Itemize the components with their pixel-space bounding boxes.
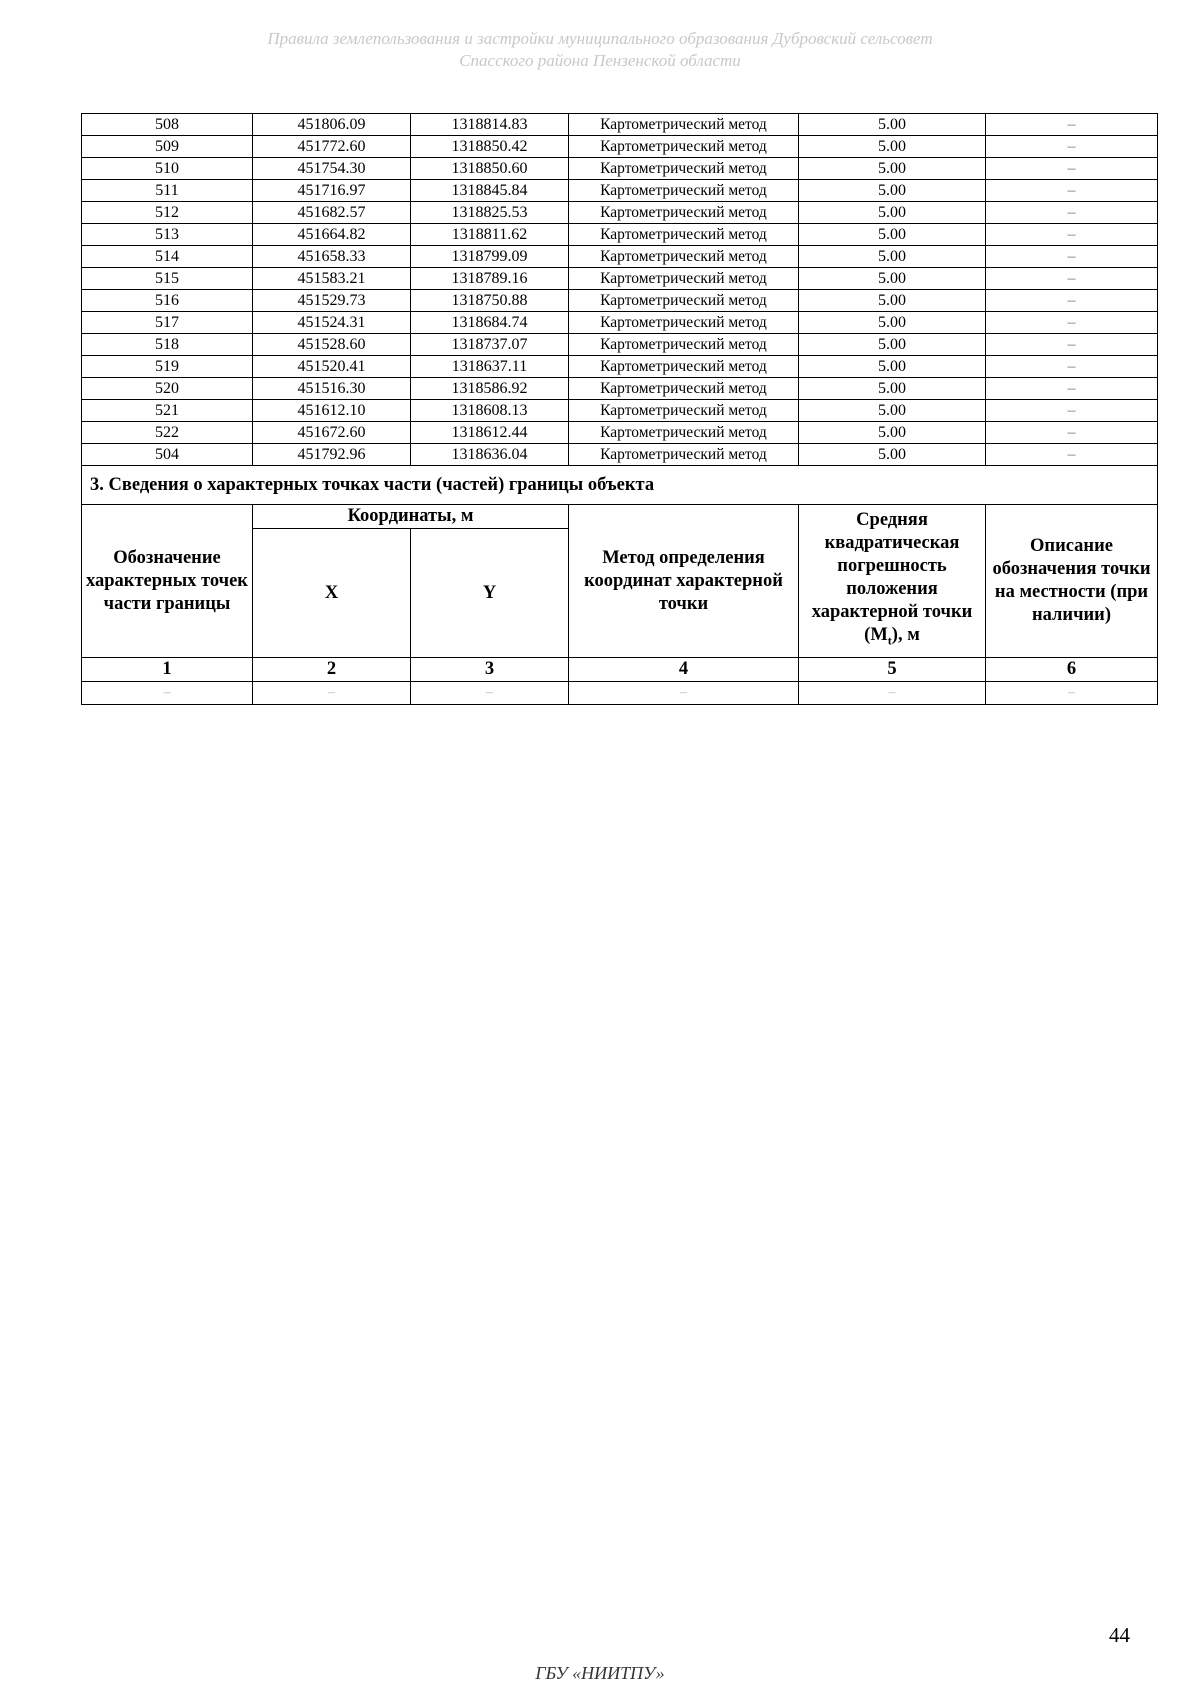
cell-description: –: [986, 290, 1158, 312]
cell-description: –: [986, 246, 1158, 268]
table-row: [82, 246, 1158, 268]
table-row: [82, 422, 1158, 444]
cell-point-id: 520: [82, 378, 253, 400]
page-number: 44: [1109, 1623, 1130, 1647]
cell-accuracy: 5.00: [799, 246, 986, 268]
header-line-2: Спасского района Пензенской области: [459, 51, 741, 70]
cell-point-id: 522: [82, 422, 253, 444]
cell-x: 451664.82: [253, 224, 411, 246]
coordinates-table: [81, 113, 1158, 705]
table-row: [82, 444, 1158, 466]
header-x: X: [253, 529, 411, 658]
cell-description: –: [986, 268, 1158, 290]
cell-x: 451792.96: [253, 444, 411, 466]
cell-point-id: 519: [82, 356, 253, 378]
cell-description: –: [986, 224, 1158, 246]
cell-description: –: [986, 312, 1158, 334]
table-row: [82, 356, 1158, 378]
cell-x: 451520.41: [253, 356, 411, 378]
cell-accuracy: 5.00: [799, 224, 986, 246]
cell-y: 1318825.53: [411, 202, 569, 224]
cell-y: 1318850.60: [411, 158, 569, 180]
cell-method: Картометрический метод: [569, 246, 799, 268]
cell-x: 451583.21: [253, 268, 411, 290]
table-row: [82, 158, 1158, 180]
cell-accuracy: 5.00: [799, 422, 986, 444]
table-row: [82, 180, 1158, 202]
header-accuracy-subscript: t: [887, 633, 892, 648]
section-3-title: 3. Сведения о характерных точках части (частей) границы объекта: [82, 466, 1158, 505]
table-row: [82, 378, 1158, 400]
cell-description: –: [986, 334, 1158, 356]
cell-y: 1318814.83: [411, 114, 569, 136]
header-coordinates: Координаты, м: [253, 505, 569, 529]
header-accuracy: [799, 505, 986, 658]
cell-y: 1318612.44: [411, 422, 569, 444]
cell-accuracy: 5.00: [799, 114, 986, 136]
cell-point-id: 511: [82, 180, 253, 202]
cell-description: –: [986, 356, 1158, 378]
column-number: 3: [411, 658, 569, 682]
cell-y: 1318799.09: [411, 246, 569, 268]
cell-x: 451772.60: [253, 136, 411, 158]
table-row: [82, 312, 1158, 334]
table-row: [82, 268, 1158, 290]
cell-description: –: [986, 422, 1158, 444]
cell-method: Картометрический метод: [569, 400, 799, 422]
cell-description: –: [986, 378, 1158, 400]
cell-description: –: [986, 400, 1158, 422]
cell-description: –: [986, 114, 1158, 136]
cell-point-id: 515: [82, 268, 253, 290]
empty-data-row: [82, 682, 1158, 705]
table-row: [82, 400, 1158, 422]
cell-accuracy: 5.00: [799, 136, 986, 158]
cell-y: 1318586.92: [411, 378, 569, 400]
cell-description: –: [986, 158, 1158, 180]
cell-method: Картометрический метод: [569, 158, 799, 180]
cell-x: 451524.31: [253, 312, 411, 334]
cell-accuracy: 5.00: [799, 158, 986, 180]
cell-accuracy: 5.00: [799, 400, 986, 422]
cell-x: 451529.73: [253, 290, 411, 312]
empty-cell: –: [82, 682, 253, 705]
cell-accuracy: 5.00: [799, 444, 986, 466]
cell-point-id: 508: [82, 114, 253, 136]
cell-accuracy: 5.00: [799, 312, 986, 334]
header-method: Метод определения координат характерной точки: [569, 505, 799, 658]
cell-accuracy: 5.00: [799, 356, 986, 378]
cell-method: Картометрический метод: [569, 202, 799, 224]
cell-y: 1318750.88: [411, 290, 569, 312]
cell-y: 1318850.42: [411, 136, 569, 158]
table-row: [82, 202, 1158, 224]
cell-x: 451658.33: [253, 246, 411, 268]
cell-description: –: [986, 180, 1158, 202]
column-number: 1: [82, 658, 253, 682]
cell-accuracy: 5.00: [799, 180, 986, 202]
header-accuracy-tail: ), м: [891, 625, 920, 646]
cell-point-id: 517: [82, 312, 253, 334]
cell-x: 451612.10: [253, 400, 411, 422]
cell-description: –: [986, 444, 1158, 466]
cell-method: Картометрический метод: [569, 224, 799, 246]
cell-method: Картометрический метод: [569, 312, 799, 334]
table-row: [82, 334, 1158, 356]
cell-y: 1318608.13: [411, 400, 569, 422]
header-accuracy-text: Средняя квадратическая погрешность положения характерной точки (M: [811, 510, 973, 646]
cell-point-id: 513: [82, 224, 253, 246]
section-3-title-row: [82, 466, 1158, 505]
cell-y: 1318789.16: [411, 268, 569, 290]
cell-accuracy: 5.00: [799, 202, 986, 224]
cell-x: 451672.60: [253, 422, 411, 444]
cell-method: Картометрический метод: [569, 180, 799, 202]
cell-x: 451716.97: [253, 180, 411, 202]
table-row: [82, 224, 1158, 246]
cell-y: 1318637.11: [411, 356, 569, 378]
cell-method: Картометрический метод: [569, 334, 799, 356]
empty-cell: –: [799, 682, 986, 705]
cell-x: 451682.57: [253, 202, 411, 224]
cell-point-id: 518: [82, 334, 253, 356]
cell-x: 451516.30: [253, 378, 411, 400]
cell-accuracy: 5.00: [799, 268, 986, 290]
cell-point-id: 510: [82, 158, 253, 180]
data-rows: [82, 114, 1158, 466]
cell-method: Картометрический метод: [569, 290, 799, 312]
cell-point-id: 509: [82, 136, 253, 158]
header-line-1: Правила землепользования и застройки муниципального образования Дубровский сельсовет: [267, 29, 933, 48]
column-number: 4: [569, 658, 799, 682]
cell-y: 1318811.62: [411, 224, 569, 246]
cell-x: 451806.09: [253, 114, 411, 136]
cell-point-id: 504: [82, 444, 253, 466]
header-description: Описание обозначения точки на местности (при наличии): [986, 505, 1158, 658]
empty-cell: –: [411, 682, 569, 705]
cell-method: Картометрический метод: [569, 356, 799, 378]
cell-x: 451754.30: [253, 158, 411, 180]
cell-point-id: 512: [82, 202, 253, 224]
cell-y: 1318636.04: [411, 444, 569, 466]
header-point-designation: Обозначение характерных точек части границы: [82, 505, 253, 658]
column-number: 5: [799, 658, 986, 682]
cell-method: Картометрический метод: [569, 444, 799, 466]
cell-description: –: [986, 202, 1158, 224]
column-number: 6: [986, 658, 1158, 682]
cell-y: 1318737.07: [411, 334, 569, 356]
table-row: [82, 114, 1158, 136]
cell-method: Картометрический метод: [569, 378, 799, 400]
cell-y: 1318845.84: [411, 180, 569, 202]
header-row-top: [82, 505, 1158, 529]
cell-method: Картометрический метод: [569, 422, 799, 444]
cell-x: 451528.60: [253, 334, 411, 356]
cell-accuracy: 5.00: [799, 290, 986, 312]
column-number-row: [82, 658, 1158, 682]
empty-cell: –: [253, 682, 411, 705]
cell-accuracy: 5.00: [799, 334, 986, 356]
cell-point-id: 521: [82, 400, 253, 422]
cell-method: Картометрический метод: [569, 136, 799, 158]
footer-organization: ГБУ «НИИТПУ»: [535, 1663, 665, 1683]
cell-description: –: [986, 136, 1158, 158]
cell-point-id: 516: [82, 290, 253, 312]
cell-point-id: 514: [82, 246, 253, 268]
cell-accuracy: 5.00: [799, 378, 986, 400]
table-row: [82, 136, 1158, 158]
cell-y: 1318684.74: [411, 312, 569, 334]
column-number: 2: [253, 658, 411, 682]
cell-method: Картометрический метод: [569, 268, 799, 290]
document-header: [0, 28, 1200, 72]
empty-cell: –: [569, 682, 799, 705]
cell-method: Картометрический метод: [569, 114, 799, 136]
header-y: Y: [411, 529, 569, 658]
empty-cell: –: [986, 682, 1158, 705]
table-row: [82, 290, 1158, 312]
